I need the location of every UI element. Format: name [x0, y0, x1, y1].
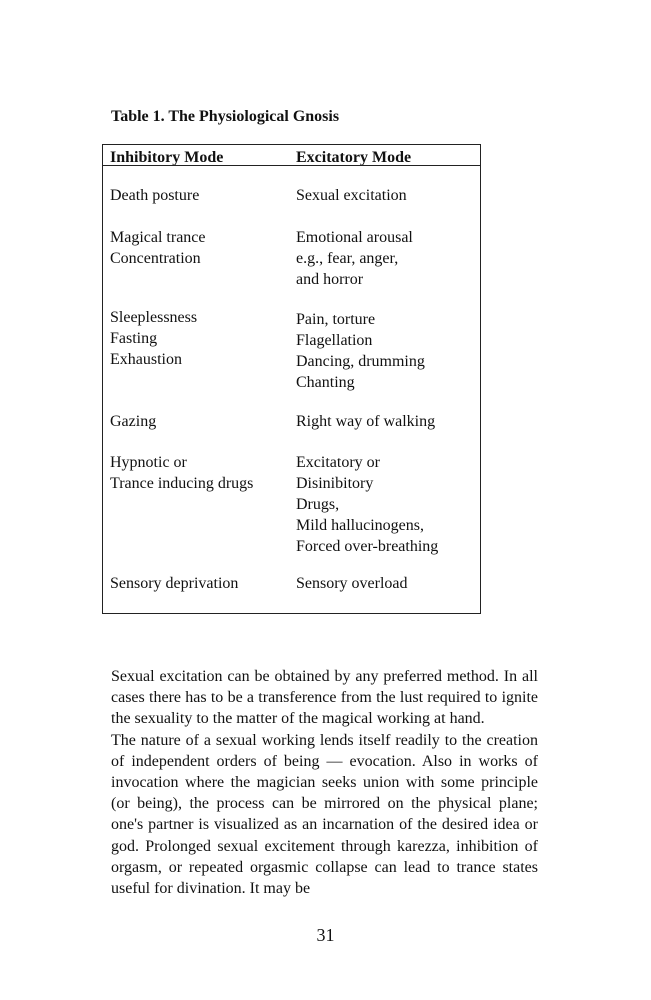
body-text — [111, 666, 538, 899]
cell-line: Magical trance — [110, 229, 206, 246]
header-inhibitory-mode: Inhibitory Mode — [110, 149, 224, 166]
table-cell-inhibitory — [110, 411, 156, 432]
cell-line: Fasting — [110, 330, 158, 347]
cell-line: Concentration — [110, 250, 201, 267]
cell-line: Excitatory or — [296, 454, 380, 471]
paragraph: The nature of a sexual working lends itself readily to the creation of independent orders of being — evocation. Also in works of invocation where the magician seeks union with some principle (or being), the process can be mirrored on the physical plane; one's partner is visualized as an incarnation of the desired idea or god. Prolonged sexual excitement through karezza, inhibition of orgasm, or repeated orgasmic collapse can lead to trance states useful for divination. It may be — [111, 731, 538, 898]
table-cell-inhibitory — [110, 307, 197, 370]
cell-line: Chanting — [296, 374, 355, 391]
cell-line: Gazing — [110, 413, 157, 430]
table-title: Table 1. The Physiological Gnosis — [111, 108, 340, 125]
paragraph: Sexual excitation can be obtained by any preferred method. In all cases there has to be a transference from the lust required to ignite the sexuality to the matter of the magical working at hand. — [111, 668, 538, 728]
table-cell-excitatory — [296, 573, 408, 594]
table-cell-inhibitory — [110, 227, 206, 269]
cell-line: Sleeplessness — [110, 309, 198, 326]
cell-line: and horror — [296, 271, 364, 288]
cell-line: Forced over-breathing — [296, 538, 439, 555]
table-cell-excitatory — [296, 227, 413, 290]
table-cell-excitatory — [296, 452, 438, 557]
cell-line: Right way of walking — [296, 413, 436, 430]
table-cell-inhibitory — [110, 573, 238, 594]
cell-line: Flagellation — [296, 332, 373, 349]
cell-line: Disinibitory — [296, 475, 374, 492]
cell-line: Drugs, — [296, 496, 340, 513]
cell-line: Mild hallucinogens, — [296, 517, 424, 534]
cell-line: Trance inducing drugs — [110, 475, 254, 492]
cell-line: Exhaustion — [110, 351, 182, 368]
cell-line: Sensory deprivation — [110, 575, 239, 592]
table-cell-inhibitory — [110, 452, 253, 494]
cell-line: Sensory overload — [296, 575, 408, 592]
cell-line: Dancing, drumming — [296, 353, 425, 370]
cell-line: Hypnotic or — [110, 454, 187, 471]
header-excitatory-mode: Excitatory Mode — [296, 149, 412, 166]
table-cell-inhibitory — [110, 185, 199, 206]
table-cell-excitatory — [296, 411, 435, 432]
header-rule — [103, 165, 480, 166]
page-number: 31 — [316, 925, 335, 945]
cell-line: Sexual excitation — [296, 187, 407, 204]
cell-line: e.g., fear, anger, — [296, 250, 399, 267]
table-cell-excitatory — [296, 309, 425, 393]
gnosis-table — [102, 144, 481, 614]
cell-line: Emotional arousal — [296, 229, 413, 246]
cell-line: Death posture — [110, 187, 200, 204]
cell-line: Pain, torture — [296, 311, 376, 328]
table-cell-excitatory — [296, 185, 407, 206]
